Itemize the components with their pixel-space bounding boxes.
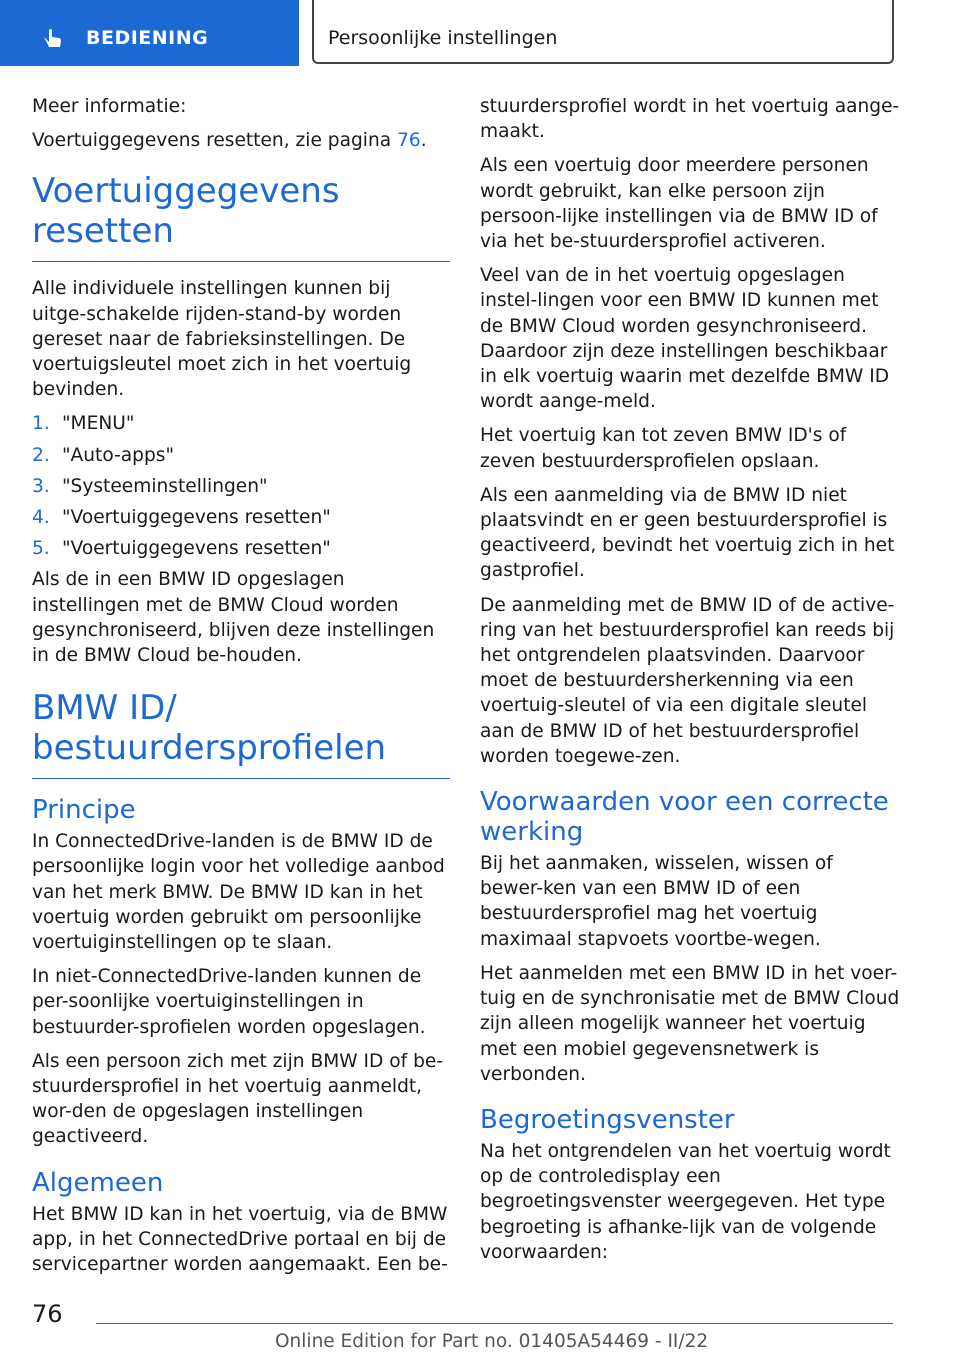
step-item: [32, 536, 450, 561]
heading-reset: Voertuiggegevens resetten: [32, 171, 450, 262]
step-text: "Systeeminstellingen": [62, 475, 268, 497]
step-item: [32, 411, 450, 436]
reset-paragraph-2: Als de in een BMW ID opgeslagen instellingen met de BMW Cloud worden gesynchroniseerd, blijven deze instellingen in de BMW Cloud be-houden.: [32, 569, 435, 667]
principe-paragraph-2: In niet-ConnectedDrive-landen kunnen de per-soonlijke voertuiginstellingen in bestuurder-sprofielen worden opgeslagen.: [32, 966, 426, 1038]
right-paragraph-4: Het voertuig kan tot zeven BMW ID's of zeven bestuurdersprofielen opslaan.: [480, 425, 847, 472]
section-label: BEDIENING: [86, 27, 209, 49]
heading-voorwaarden: Voorwaarden voor een correcte werking: [480, 787, 889, 848]
principe-paragraph-3: Als een persoon zich met zijn BMW ID of be-stuurdersprofiel in het voertuig aanmeldt, wor-den de opgeslagen instellingen geactiveerd.: [32, 1050, 444, 1148]
step-item: [32, 443, 450, 468]
voorwaarden-paragraph-2: Het aanmelden met een BMW ID in het voer-tuig en de synchronisatie met de BMW Cloud zijn alleen mogelijk wanneer het voertuig met een mobiel gegevensnetwerk is verbonden.: [480, 962, 900, 1085]
principe-paragraph-1: In ConnectedDrive-landen is de BMW ID de persoonlijke login voor het volledige aanbod van het merk BMW. De BMW ID kan in het voertuig worden gebruikt om persoonlijke voertuiginstellingen op te slaan.: [32, 831, 445, 954]
step-item: [32, 505, 450, 530]
section-tab: [0, 0, 299, 66]
reset-paragraph-1: Alle individuele instellingen kunnen bij uitge-schakelde rijden-stand-by worden gereset naar de fabrieksinstellingen. De voertuigsleutel moet zich in het voertuig bevinden.: [32, 278, 412, 401]
more-info-label: Meer informatie:: [32, 96, 187, 117]
ref-suffix: .: [420, 130, 427, 152]
chapter-tab: [312, 0, 894, 64]
voorwaarden-paragraph-1: Bij het aanmaken, wisselen, wissen of bewer-ken van een BMW ID of een bestuurdersprofiel mag het voertuig maximaal stapvoets voortbe-wegen.: [480, 853, 833, 950]
step-text: "MENU": [62, 413, 135, 435]
begroeting-paragraph-1: Na het ontgrendelen van het voertuig wordt op de controledisplay een begroetingsvenster weergegeven. Het type begroeting is afhanke-lijk van de volgende voorwaarden:: [480, 1140, 891, 1263]
page-number: 76: [32, 1300, 63, 1328]
heading-principe: Principe: [32, 795, 136, 826]
step-text: "Voertuiggegevens resetten": [62, 507, 331, 529]
ref-text: Voertuiggegevens resetten, zie pagina: [32, 130, 398, 152]
right-paragraph-1: stuurdersprofiel wordt in het voertuig aange-maakt.: [480, 96, 900, 143]
ref-page-link[interactable]: 76: [397, 130, 421, 152]
step-item: [32, 474, 450, 499]
heading-bmw-id-line1: BMW ID/: [32, 688, 177, 729]
heading-bmw-id: [32, 688, 450, 779]
step-text: "Voertuiggegevens resetten": [62, 538, 331, 560]
footer-divider: [96, 1323, 893, 1324]
heading-bmw-id-line2: bestuurdersprofielen: [32, 728, 387, 769]
step-number: 5.: [32, 538, 50, 560]
step-number: 3.: [32, 475, 50, 497]
cross-reference: [32, 128, 450, 153]
reset-steps: [32, 411, 450, 561]
step-number: 4.: [32, 507, 50, 529]
step-number: 2.: [32, 444, 50, 466]
heading-algemeen: Algemeen: [32, 1167, 164, 1198]
hand-pointer-icon: [40, 26, 64, 50]
left-column: [32, 94, 450, 1286]
step-text: "Auto-apps": [62, 444, 175, 466]
footer-edition: Online Edition for Part no. 01405A54469 - II/22: [275, 1331, 709, 1352]
chapter-title: Persoonlijke instellingen: [328, 27, 558, 49]
right-column: [480, 94, 900, 1274]
right-paragraph-5: Als een aanmelding via de BMW ID niet plaatsvindt en er geen bestuurdersprofiel is geactiveerd, bevindt het voertuig zich in het gastprofiel.: [480, 484, 895, 582]
step-number: 1.: [32, 413, 50, 435]
page-header: [0, 0, 960, 66]
right-paragraph-2: Als een voertuig door meerdere personen wordt gebruikt, kan elke persoon zijn persoon-lijke instellingen via de BMW ID of via het be-stuurdersprofiel activeren.: [480, 155, 878, 253]
algemeen-paragraph-1: Het BMW ID kan in het voertuig, via de BMW app, in het ConnectedDrive portaal en bij de servicepartner worden aangemaakt. Een be-: [32, 1203, 448, 1276]
heading-begroeting: Begroetingsvenster: [480, 1104, 735, 1135]
right-paragraph-6: De aanmelding met de BMW ID of de active-ring van het bestuurdersprofiel kan reeds bij het ontgrendelen plaatsvinden. Daarvoor moet de bestuurdersherkenning via een voertuig-sleutel of via een digitale sleutel aan de BMW ID of het bestuurdersprofiel worden toegewe-zen.: [480, 594, 895, 767]
right-paragraph-3: Veel van de in het voertuig opgeslagen instel-lingen voor een BMW ID kunnen met de BMW Cloud worden gesynchroniseerd. Daardoor zijn deze instellingen beschikbaar in elk voertuig waarin met dezelfde BMW ID wordt aange-meld.: [480, 265, 890, 413]
